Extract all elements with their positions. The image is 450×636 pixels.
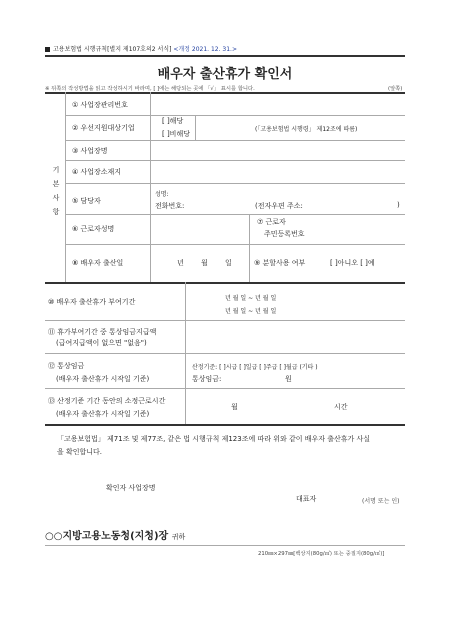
- working-hours-month-unit: 월: [231, 403, 238, 411]
- field-wage-paid-note: (급여지급액이 없으면 "없음"): [56, 339, 147, 347]
- field-resident-number-label: 주민등록번호: [264, 230, 305, 238]
- birth-year-unit: 년: [177, 259, 184, 267]
- checkbox-applicable[interactable]: [ ]해당: [162, 117, 184, 125]
- section-label-char: 기: [52, 166, 60, 174]
- birth-month-unit: 월: [201, 259, 208, 267]
- table-top-rule: [45, 92, 405, 94]
- ordinary-wage-value-label: 통상임금:: [192, 375, 222, 383]
- field-workplace-address-label: ④ 사업장소재지: [72, 168, 122, 176]
- checkbox-not-applicable[interactable]: [ ]비해당: [162, 130, 190, 138]
- row-divider: [65, 244, 405, 245]
- field-ordinary-wage-note: (배우자 출산휴가 시작일 기준): [56, 375, 150, 383]
- contact-name-label: 성명:: [155, 191, 169, 198]
- column-divider: [65, 92, 66, 282]
- column-divider: [249, 214, 250, 282]
- addressee-office: ○○지방고용노동청(지청)장: [45, 531, 169, 542]
- signature-placeholder: (서명 또는 인): [362, 498, 400, 505]
- field-employee-name-label: ⑥ 근로자성명: [72, 225, 115, 233]
- paper-spec: 210㎜×297㎜[백상지(80g/㎡) 또는 중질지(80g/㎡)]: [258, 551, 385, 557]
- split-use-options[interactable]: [ ]아니오 [ ]예: [330, 259, 375, 267]
- field-working-hours-label: ⑬ 산정기준 기간 동안의 소정근로시간: [48, 397, 166, 405]
- field-employee-label: ⑦ 근로자: [257, 218, 286, 226]
- confirmer-workplace-label: 확인자 사업장명: [106, 484, 156, 492]
- row-divider: [65, 140, 405, 141]
- section-end-rule: [45, 282, 405, 284]
- field-working-hours-note: (배우자 출산휴가 시작일 기준): [56, 410, 150, 418]
- form-reference: [45, 44, 237, 53]
- addressee-suffix: 귀하: [171, 533, 186, 541]
- section-label-char: 본: [52, 180, 60, 188]
- form-reference-text: 고용보험법 시행규칙[별지 제107호의2 서식]: [53, 46, 172, 53]
- section-label-basic-info: [51, 163, 61, 219]
- field-contact-person-label: ⑤ 담당자: [72, 197, 101, 205]
- revision-date: <개정 2021. 12. 31.>: [173, 46, 237, 53]
- field-workplace-number-label: ① 사업장관리번호: [72, 101, 128, 109]
- table-bottom-rule: [45, 424, 405, 426]
- addressee: [45, 527, 185, 542]
- confirmation-statement-line-1: 「고용보험법」 제71조 및 제77조, 같은 법 시행규칙 제123조에 따라 위와 같이 배우자 출산휴가 사실: [57, 435, 370, 443]
- column-divider: [150, 92, 151, 282]
- field-ordinary-wage-label: ⑫ 통상임금: [48, 362, 85, 370]
- row-divider: [65, 183, 405, 184]
- section-label-char: 사: [52, 194, 60, 202]
- working-hours-unit: 시간: [334, 403, 348, 411]
- row-divider: [45, 320, 405, 321]
- wage-basis-options[interactable]: 산정기준: [ ]시급 [ ]일급 [ ]주급 [ ]월급 (기타 ): [192, 364, 318, 371]
- contact-phone-label: 전화번호:: [155, 202, 185, 210]
- field-priority-company-label: ② 우선지원대상기업: [72, 124, 135, 132]
- row-divider: [45, 388, 405, 389]
- ordinary-wage-unit: 원: [285, 375, 292, 383]
- field-wage-paid-label: ⑪ 휴가부여기간 중 통상임금지급액: [48, 328, 157, 336]
- section-label-char: 항: [52, 208, 60, 216]
- birth-day-unit: 일: [225, 259, 232, 267]
- leave-period-row-1: 년 월 일 ~ 년 월 일: [225, 295, 277, 302]
- column-divider: [185, 282, 186, 424]
- row-divider: [65, 214, 405, 215]
- field-workplace-name-label: ③ 사업장명: [72, 147, 108, 155]
- contact-email-close: ): [397, 201, 400, 209]
- footer-rule: [45, 545, 405, 546]
- leave-period-row-2: 년 월 일 ~ 년 월 일: [225, 308, 277, 315]
- header-rule: [45, 55, 405, 57]
- priority-company-note: (「고용보험법 시행령」 제12조에 따름): [255, 126, 358, 133]
- row-divider: [65, 160, 405, 161]
- square-bullet-icon: [45, 47, 50, 52]
- representative-label: 대표자: [296, 495, 317, 503]
- row-divider: [45, 353, 405, 354]
- row-divider: [65, 115, 405, 116]
- confirmation-statement-line-2: 을 확인합니다.: [57, 448, 103, 456]
- instruction-notice: ※ 뒤쪽의 작성방법을 읽고 작성하시기 바라며, [ ]에는 해당되는 곳에 「√」 표시를 합니다.: [45, 86, 255, 92]
- contact-email-label: (전자우편 주소:: [255, 202, 303, 210]
- page-title: 배우자 출산휴가 확인서: [157, 67, 293, 82]
- field-split-use-label: ⑨ 분할사용 여부: [254, 259, 306, 267]
- field-birth-date-label: ⑧ 배우자 출산일: [72, 259, 124, 267]
- column-divider: [195, 115, 196, 140]
- page-side-label: (앞쪽): [388, 86, 403, 92]
- field-leave-period-label: ⑩ 배우자 출산휴가 부여기간: [48, 298, 136, 306]
